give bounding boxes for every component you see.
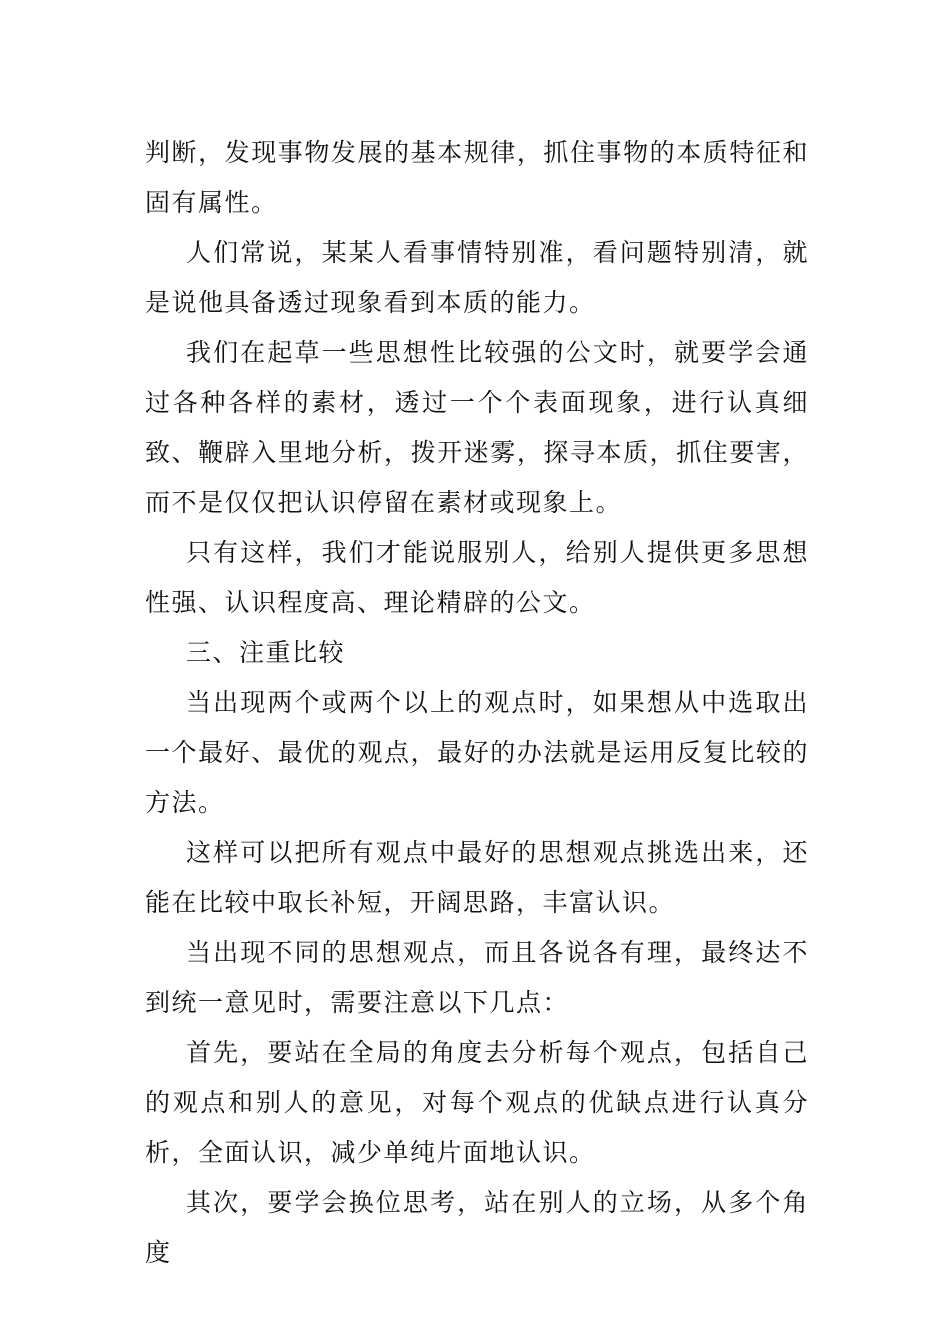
document-body: [145, 128, 809, 1278]
paragraph-select-best: 这样可以把所有观点中最好的思想观点挑选出来，还能在比较中取长补短，开阔思路，丰富认识。: [145, 838, 809, 917]
paragraph-essence-ability: 人们常说，某某人看事情特别准，看问题特别清，就是说他具备透过现象看到本质的能力。: [145, 238, 809, 317]
paragraph-multiple-viewpoints: 当出现两个或两个以上的观点时，如果想从中选取出一个最好、最优的观点，最好的办法就是运用反复比较的方法。: [145, 688, 809, 817]
section-heading-comparison: 三、注重比较: [186, 638, 346, 667]
paragraph-second-point: 其次，要学会换位思考，站在别人的立场，从多个角度: [145, 1188, 809, 1267]
paragraph-persuade-others: 只有这样，我们才能说服别人，给别人提供更多思想性强、认识程度高、理论精辟的公文。: [145, 538, 809, 617]
paragraph-drafting-documents: 我们在起草一些思想性比较强的公文时，就要学会通过各种各样的素材，透过一个个表面现象，进行认真细致、鞭辟入里地分析，拨开迷雾，探寻本质，抓住要害，而不是仅仅把认识停留在素材或现象上。: [145, 338, 809, 517]
paragraph-first-point: 首先，要站在全局的角度去分析每个观点，包括自己的观点和别人的意见，对每个观点的优缺点进行认真分析，全面认识，减少单纯片面地认识。: [145, 1038, 809, 1167]
paragraph-continuation: 判断，发现事物发展的基本规律，抓住事物的本质特征和固有属性。: [145, 138, 809, 217]
paragraph-differing-views: 当出现不同的思想观点，而且各说各有理，最终达不到统一意见时，需要注意以下几点：: [145, 938, 809, 1017]
